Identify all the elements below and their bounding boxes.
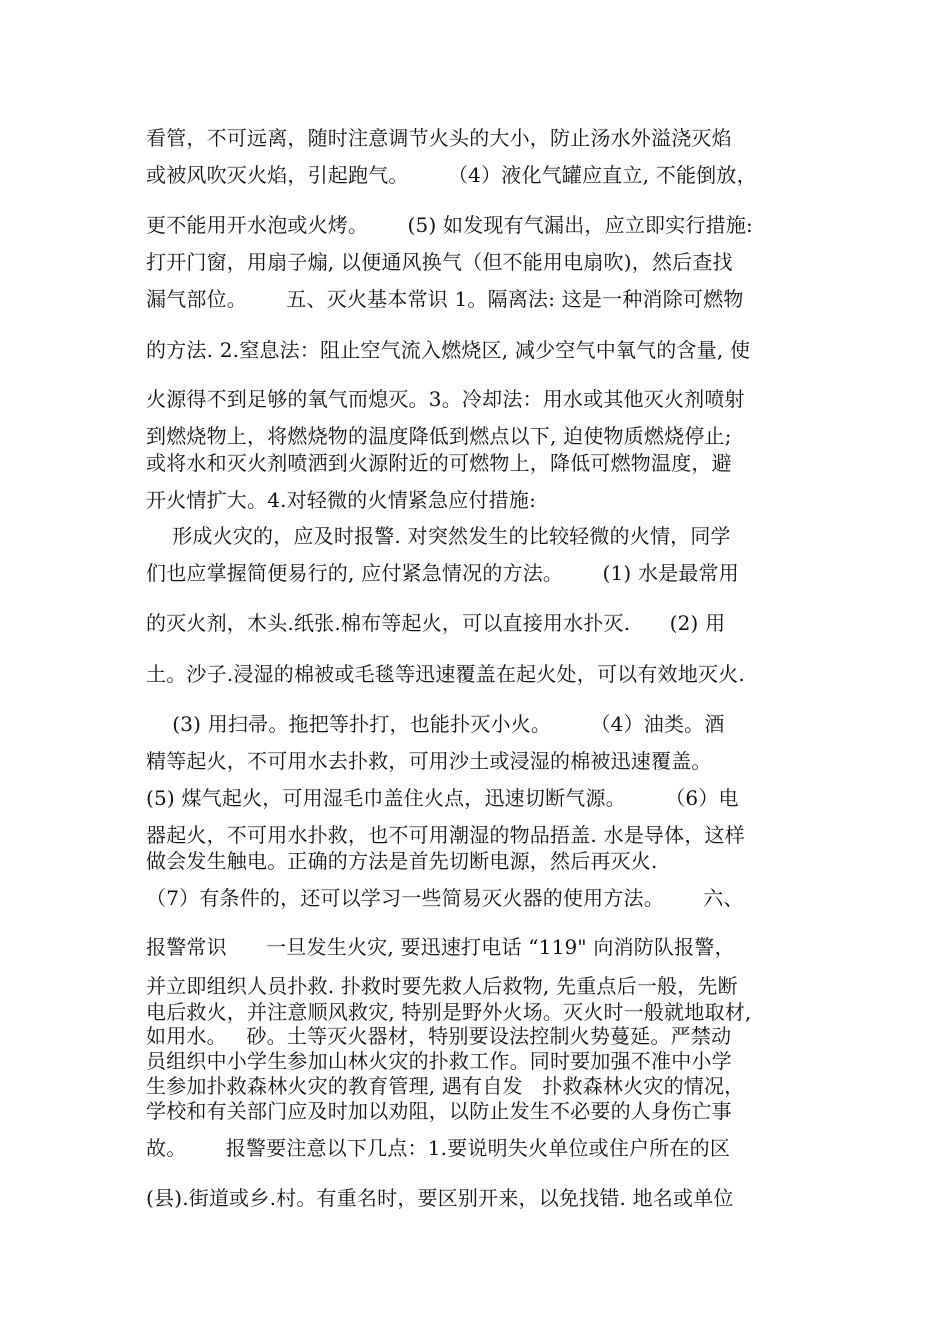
text-line: (3) 用扫帚。拖把等扑打，也能扑灭小火。 （4）油类。酒: [146, 712, 725, 736]
text-line: 精等起火，不可用水去扑救，可用沙土或浸湿的棉被迅速覆盖。: [146, 749, 712, 773]
text-line: 到燃烧物上，将燃烧物的温度降低到燃点以下, 迫使物质燃烧停止;: [146, 424, 732, 448]
text-line: 生参加扑救森林火灾的教育管理, 遇有自发 扑救森林火灾的情况，: [146, 1074, 745, 1098]
text-line: 打开门窗，用扇子煽, 以便通风换气（但不能用电扇吹)，然后查找: [146, 250, 733, 274]
text-line: 员组织中小学生参加山林火灾的扑救工作。同时要加强不准中小学: [146, 1049, 732, 1073]
text-line: 电后救火，并注意顺风救灾, 特别是野外火场。灭火时一般就地取材,: [146, 1000, 752, 1024]
text-line: 的方法. 2.窒息法：阻止空气流入燃烧区, 减少空气中氧气的含量, 使: [146, 338, 751, 362]
text-line: 更不能用开水泡或火烤。 (5) 如发现有气漏出，应立即实行措施:: [146, 213, 753, 237]
text-line: 土。沙子.浸湿的棉被或毛毯等迅速覆盖在起火处，可以有效地灭火.: [146, 662, 745, 686]
text-line: 火源得不到足够的氧气而熄灭。3。冷却法：用水或其他灭火剂喷射: [146, 387, 745, 411]
text-line: (县).街道或乡.村。有重名时，要区别开来，以免找错. 地名或单位: [146, 1186, 734, 1210]
text-line: 或被风吹灭火焰，引起跑气。 （4）液化气罐应直立, 不能倒放，: [146, 163, 757, 187]
text-line: （7）有条件的，还可以学习一些简易灭火器的使用方法。 六、: [146, 886, 744, 910]
text-line: 如用水。 砂。土等灭火器材，特别要设法控制火势蔓延。严禁动: [146, 1024, 732, 1048]
text-line: 们也应掌握简便易行的, 应付紧急情况的方法。 (1) 水是最常用: [146, 561, 739, 585]
text-line: (5) 煤气起火，可用湿毛巾盖住火点，迅速切断气源。 （6）电: [146, 786, 739, 810]
text-line: 做会发生触电。正确的方法是首先切断电源，然后再灭火.: [146, 849, 658, 873]
text-line: 故。 报警要注意以下几点：1.要说明失火单位或住户所在的区: [146, 1136, 731, 1160]
text-line: 或将水和灭火剂喷洒到火源附近的可燃物上，降低可燃物温度，避: [146, 451, 732, 475]
text-line: 的灭火剂，木头.纸张.棉布等起火，可以直接用水扑灭. (2) 用: [146, 611, 726, 635]
text-line: 形成火灾的，应及时报警. 对突然发生的比较轻微的火情，同学: [146, 524, 731, 548]
text-line: 报警常识 一旦发生火灾, 要迅速打电话 “119" 向消防队报警，: [146, 935, 735, 959]
text-line: 学校和有关部门应及时加以劝阻，以防止发生不必要的人身伤亡事: [146, 1099, 732, 1123]
text-line: 看管，不可远离，随时注意调节火头的大小，防止汤水外溢浇灭焰: [146, 126, 732, 150]
text-line: 器起火，不可用水扑救，也不可用潮湿的物品捂盖. 水是导体，这样: [146, 823, 745, 847]
text-line: 并立即组织人员扑救. 扑救时要先救人后救物, 先重点后一般，先断: [146, 974, 738, 998]
text-line: 开火情扩大。4.对轻微的火情紧急应付措施:: [146, 488, 537, 512]
text-line: 漏气部位。 五、灭火基本常识 1。隔离法: 这是一种消除可燃物: [146, 287, 744, 311]
